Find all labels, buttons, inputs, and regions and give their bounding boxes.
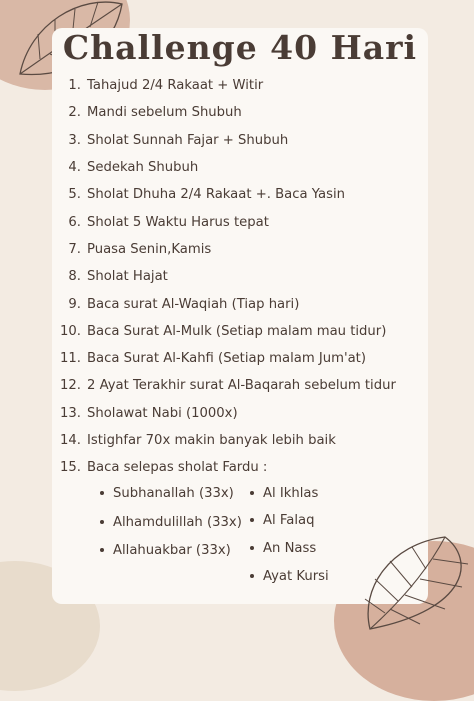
- item-number: 6.: [68, 214, 81, 230]
- list-item: [52, 318, 428, 345]
- list-item: [52, 154, 428, 181]
- surah-item: [250, 563, 329, 589]
- surah-text: An Nass: [263, 540, 317, 556]
- list-item: [52, 454, 428, 481]
- item-number: 10.: [60, 323, 81, 339]
- item-text: Sholat 5 Waktu Harus tepat: [87, 214, 269, 230]
- list-item: [52, 427, 428, 454]
- item-number: 7.: [68, 241, 81, 257]
- item-text: Baca selepas sholat Fardu :: [87, 460, 268, 476]
- item-text: Sholat Dhuha 2/4 Rakaat +. Baca Yasin: [87, 187, 346, 203]
- zikir-text: Alhamdulillah (33x): [113, 514, 242, 530]
- surah-text: Al Falaq: [263, 512, 315, 528]
- zikir-text: Allahuakbar (33x): [113, 542, 231, 558]
- item-text: Puasa Senin,Kamis: [87, 241, 212, 257]
- surah-item: [250, 535, 316, 561]
- surah-item: [250, 480, 318, 506]
- surah-item: [250, 507, 314, 533]
- item-number: 4.: [68, 160, 81, 176]
- item-number: 13.: [60, 405, 81, 421]
- challenge-list: [52, 72, 428, 481]
- list-item: [52, 127, 428, 154]
- item-text: Baca surat Al-Waqiah (Tiap hari): [87, 296, 300, 312]
- item-number: 3.: [68, 132, 81, 148]
- bullet-icon: [100, 520, 104, 524]
- list-item: [52, 72, 428, 99]
- zikir-text: Subhanallah (33x): [113, 485, 234, 501]
- item-number: 1.: [68, 78, 81, 94]
- bullet-icon: [250, 518, 254, 522]
- list-item: [52, 372, 428, 399]
- list-item: [52, 263, 428, 290]
- list-item: [52, 208, 428, 235]
- list-item: [52, 181, 428, 208]
- bullet-icon: [100, 491, 104, 495]
- zikir-item: [100, 509, 242, 535]
- bullet-icon: [250, 574, 254, 578]
- item-text: Istighfar 70x makin banyak lebih baik: [87, 433, 336, 448]
- monstera-leaf-bottom-right-icon: [350, 529, 474, 639]
- item-number: 14.: [60, 433, 81, 448]
- bullet-icon: [250, 491, 254, 495]
- item-number: 12.: [60, 378, 81, 394]
- item-number: 15.: [60, 460, 81, 476]
- list-item: [52, 400, 428, 427]
- bullet-icon: [250, 546, 254, 550]
- surah-text: Ayat Kursi: [263, 568, 329, 584]
- item-text: Sholat Hajat: [87, 269, 168, 285]
- item-number: 11.: [60, 351, 81, 367]
- item-text: Baca Surat Al-Kahfi (Setiap malam Jum'at): [87, 351, 366, 367]
- item-number: 2.: [68, 105, 81, 121]
- surah-text: Al Ikhlas: [263, 485, 319, 501]
- bullet-icon: [100, 548, 104, 552]
- item-text: Sedekah Shubuh: [87, 160, 199, 176]
- list-item: [52, 345, 428, 372]
- item-text: Mandi sebelum Shubuh: [87, 105, 242, 121]
- zikir-item: [100, 537, 231, 563]
- item-text: Sholat Sunnah Fajar + Shubuh: [87, 132, 289, 148]
- item-number: 5.: [68, 187, 81, 203]
- page-title: Challenge 40 Hari: [62, 28, 418, 67]
- item-number: 9.: [68, 296, 81, 312]
- item-text: Baca Surat Al-Mulk (Setiap malam mau tidur): [87, 323, 387, 339]
- list-item: [52, 290, 428, 317]
- list-item: [52, 99, 428, 126]
- item-text: Sholawat Nabi (1000x): [87, 405, 238, 421]
- zikir-item: [100, 480, 234, 506]
- item-text: 2 Ayat Terakhir surat Al-Baqarah sebelum tidur: [87, 378, 396, 394]
- list-item: [52, 236, 428, 263]
- item-text: Tahajud 2/4 Rakaat + Witir: [87, 78, 264, 94]
- item-number: 8.: [68, 269, 81, 285]
